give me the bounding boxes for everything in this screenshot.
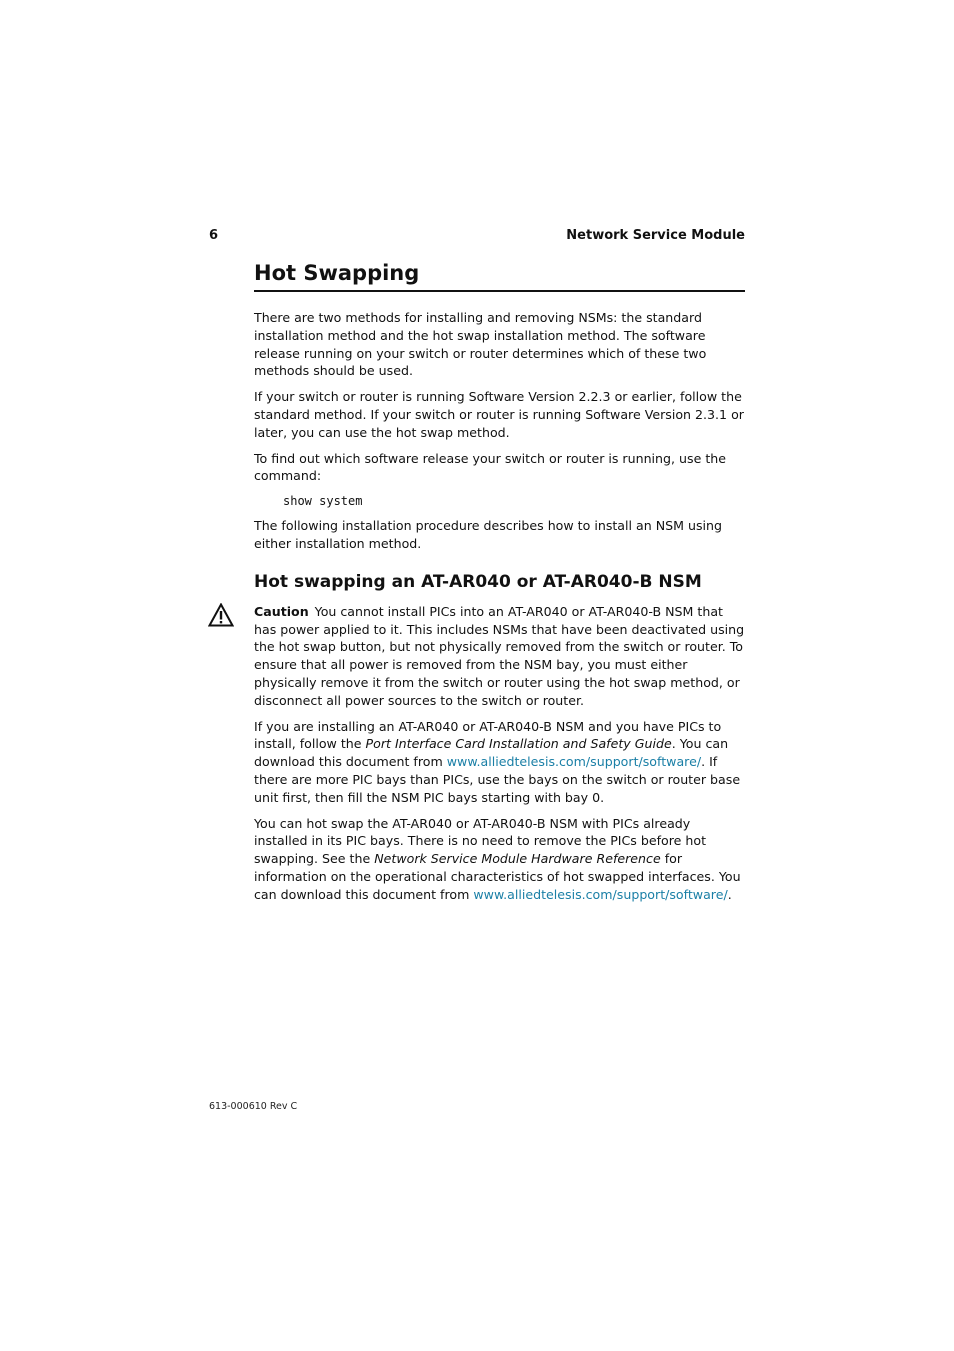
paragraph-find-release: To find out which software release your switch or router is running, use the command: bbox=[254, 450, 726, 484]
paragraph-procedure: The following installation procedure describes how to install an NSM using either installation method. bbox=[254, 518, 723, 551]
paragraph-install-pics bbox=[254, 718, 745, 807]
paragraph-methods: There are two methods for installing and removing NSMs: the standard installation method and the hot swap installation method. The software release running on your switch or router determines which of these two methods should be used. bbox=[254, 310, 707, 379]
running-header: Network Service Module bbox=[566, 228, 745, 243]
page-content bbox=[254, 258, 745, 912]
text-segment: If you are installing an AT-AR040 or AT-AR040-B NSM and you have PICs to install, follow the bbox=[254, 718, 722, 752]
caution-paragraph bbox=[254, 603, 745, 710]
paragraph-versions: If your switch or router is running Software Version 2.2.3 or earlier, follow the standard method. If your switch or router is running Software Version 2.3.1 or later, you can use the hot swap method. bbox=[254, 389, 744, 440]
text-segment: . You can download this document from bbox=[254, 736, 729, 770]
text-segment: You can hot swap the AT-AR040 or AT-AR040-B NSM with PICs already installed in its PIC bays. There is no need to remove the PICs before hot swapping. See the bbox=[254, 815, 707, 867]
download-link[interactable]: www.alliedtelesis.com/support/software/ bbox=[446, 754, 702, 770]
section-title: Hot Swapping bbox=[254, 258, 745, 292]
caution-block bbox=[254, 603, 745, 710]
footer-revision: 613-000610 Rev C bbox=[209, 1101, 298, 1112]
paragraph-hot-swap-pics bbox=[254, 815, 745, 904]
reference-title: Network Service Module Hardware Reference bbox=[374, 851, 661, 867]
command-code: show system bbox=[283, 494, 363, 509]
text-segment: . If there are more PIC bays than PICs, use the bays on the switch or router base unit first, then fill the NSM PIC bays starting with bay 0. bbox=[254, 754, 741, 805]
caution-label: Caution bbox=[254, 603, 309, 619]
download-link[interactable]: www.alliedtelesis.com/support/software/ bbox=[473, 886, 728, 902]
guide-title: Port Interface Card Installation and Safety Guide bbox=[365, 736, 672, 752]
warning-triangle-icon bbox=[208, 603, 234, 627]
page-number: 6 bbox=[209, 228, 219, 243]
text-segment: for information on the operational characteristics of hot swapped interfaces. You can download this document from bbox=[254, 851, 741, 902]
subsection-title: Hot swapping an AT-AR040 or AT-AR040-B NSM bbox=[254, 571, 702, 592]
text-segment: . bbox=[727, 886, 732, 902]
caution-text: You cannot install PICs into an AT-AR040 or AT-AR040-B NSM that has power applied to it. This includes NSMs that have been deactivated using the hot swap button, but not physically removed from the switch or router. To ensure that all power is removed from the NSM bay, you must either physically remove it from the switch or router using the hot swap method, or disconnect all power sources to the switch or router. bbox=[254, 603, 745, 708]
